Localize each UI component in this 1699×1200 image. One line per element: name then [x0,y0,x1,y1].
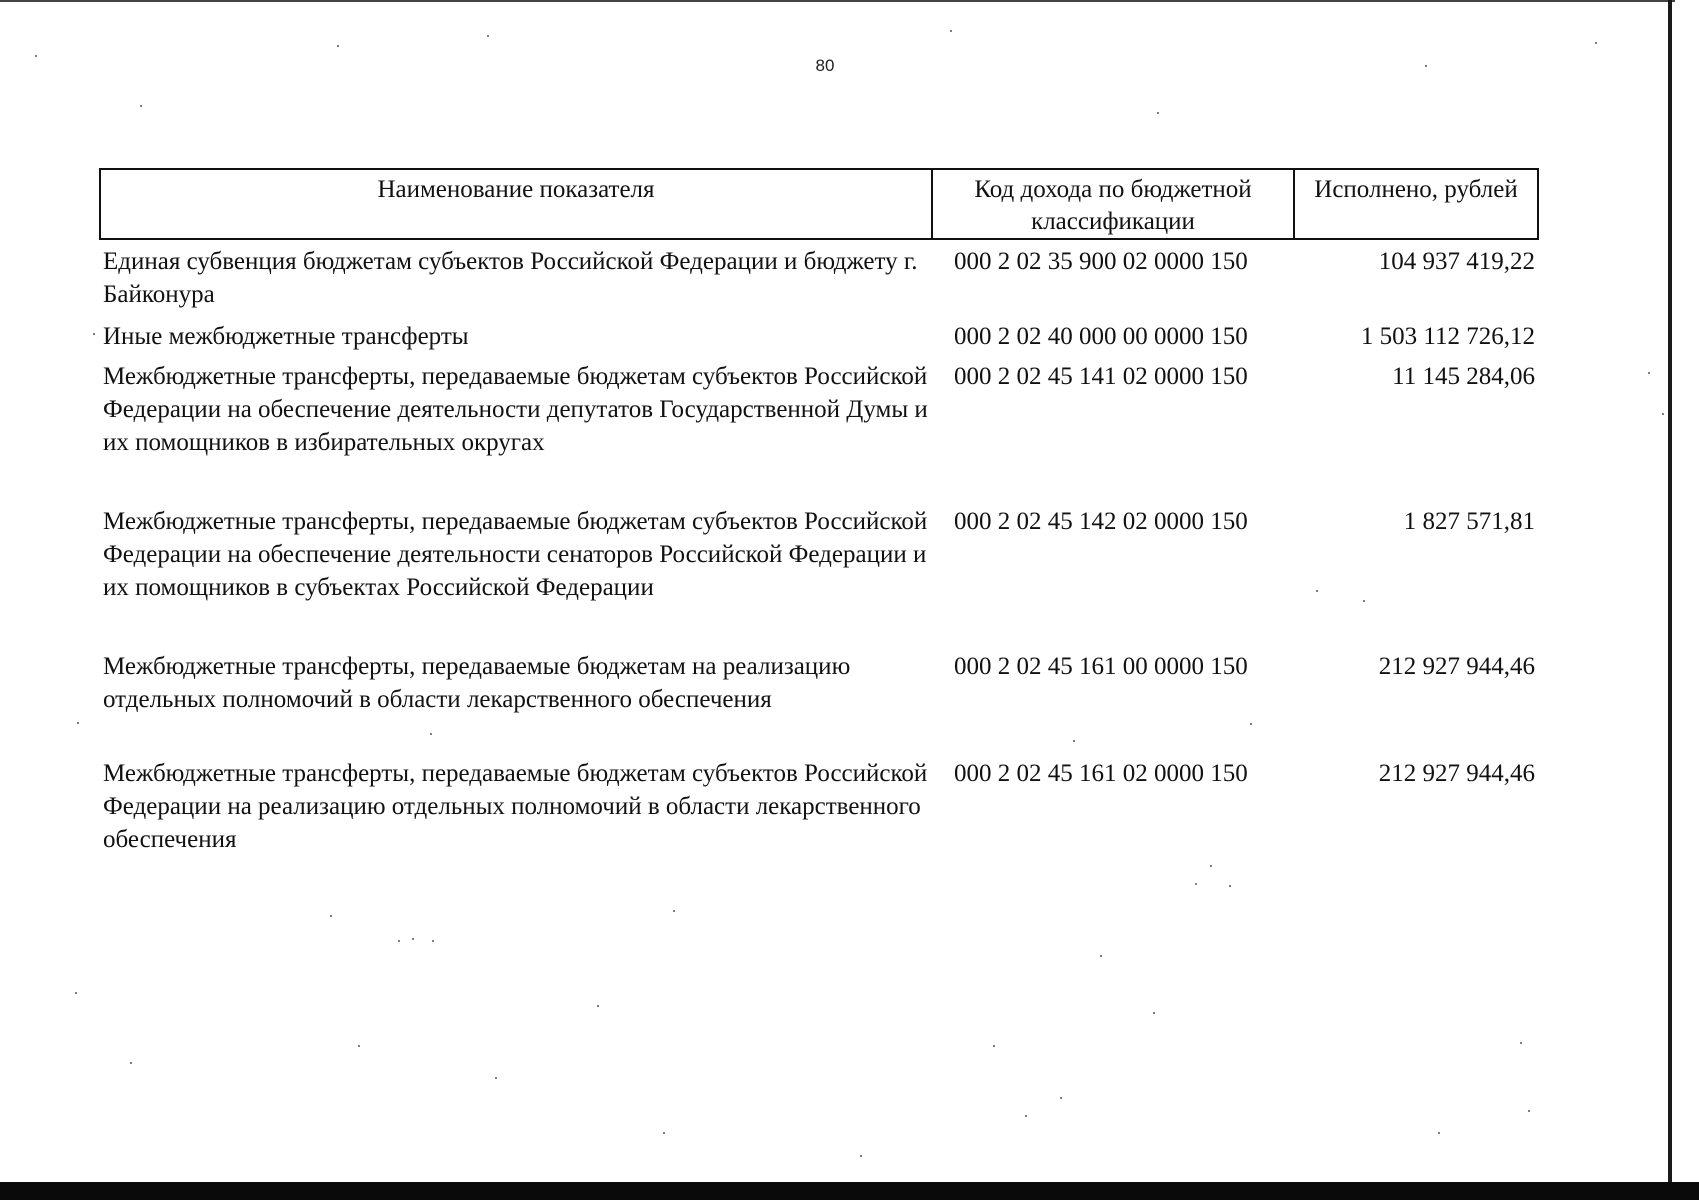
scan-speck [1153,1012,1155,1014]
scan-edge-top [0,0,1675,2]
row-name: Межбюджетные трансферты, передаваемые бюджетам субъектов Российской Федерации на реализацию отдельных полномочий в области лекарственного обеспечения [103,760,928,853]
scan-speck [337,45,339,47]
row-name: Межбюджетные трансферты, передаваемые бюджетам субъектов Российской Федерации на обеспечение деятельности сенаторов Российской Федерации и их помощников в субъектах Российской Федерации [103,508,928,601]
scan-speck [1438,1132,1440,1134]
scan-speck [673,910,675,912]
row-amount: 11 145 284,06 [1392,363,1535,390]
scan-speck [487,35,489,37]
row-code: 000 2 02 40 000 00 0000 150 [954,323,1248,350]
scan-speck [1595,42,1597,44]
scan-speck [950,30,952,32]
row-amount: 1 827 571,81 [1403,508,1535,535]
scan-speck [1100,955,1102,957]
scan-speck [860,1155,862,1157]
scan-speck [495,1077,497,1079]
scan-speck [1195,883,1197,885]
header-executed: Исполнено, рублей [1293,170,1537,238]
scan-speck [1520,1042,1522,1044]
scan-speck [1060,1097,1062,1099]
scan-speck [35,55,37,57]
row-amount: 104 937 419,22 [1378,248,1535,275]
scan-speck [75,992,77,994]
scan-speck [398,940,400,942]
scan-speck [130,1062,132,1064]
scan-speck [1229,885,1231,887]
row-code: 000 2 02 35 900 02 0000 150 [954,248,1248,275]
scan-speck [1157,112,1159,114]
scan-speck [597,1005,599,1007]
scan-speck [663,1132,665,1134]
row-code: 000 2 02 45 141 02 0000 150 [954,363,1248,390]
scan-speck [1648,372,1650,374]
scan-speck [93,333,95,335]
scan-speck [412,938,414,940]
scan-speck [1316,590,1318,592]
row-code: 000 2 02 45 142 02 0000 150 [954,508,1248,535]
header-code: Код дохода по бюджетной классификации [931,170,1293,238]
row-amount: 212 927 944,46 [1378,653,1535,680]
row-amount: 1 503 112 726,12 [1360,323,1535,350]
scan-speck [77,722,79,724]
scan-edge-right [1668,0,1672,1200]
scan-speck [430,733,432,735]
row-name: Единая субвенция бюджетам субъектов Российской Федерации и бюджету г. Байконура [103,248,918,308]
scan-speck [1662,413,1664,415]
scan-speck [993,1045,995,1047]
scan-speck [1073,740,1075,742]
scan-speck [1025,1115,1027,1117]
row-code: 000 2 02 45 161 00 0000 150 [954,653,1248,680]
scan-speck [432,940,434,942]
scan-speck [140,105,142,107]
scan-speck [1210,865,1212,867]
scan-speck [1425,65,1427,67]
scan-edge-bottom [0,1182,1699,1200]
header-name: Наименование показателя [377,176,655,203]
page-number: 80 [815,56,835,75]
row-amount: 212 927 944,46 [1378,760,1535,787]
scan-speck [330,915,332,917]
scan-speck [1363,600,1365,602]
table-header [99,168,1539,240]
row-code: 000 2 02 45 161 02 0000 150 [954,760,1248,787]
row-name: Межбюджетные трансферты, передаваемые бюджетам субъектов Российской Федерации на обеспечение деятельности депутатов Государственной Думы и их помощников в избирательных округах [103,363,928,456]
scan-speck [1528,1110,1530,1112]
row-name: Межбюджетные трансферты, передаваемые бюджетам на реализацию отдельных полномочий в области лекарственного обеспечения [103,653,851,713]
row-name: Иные межбюджетные трансферты [103,323,469,350]
scan-speck [1250,723,1252,725]
scan-speck [358,1045,360,1047]
